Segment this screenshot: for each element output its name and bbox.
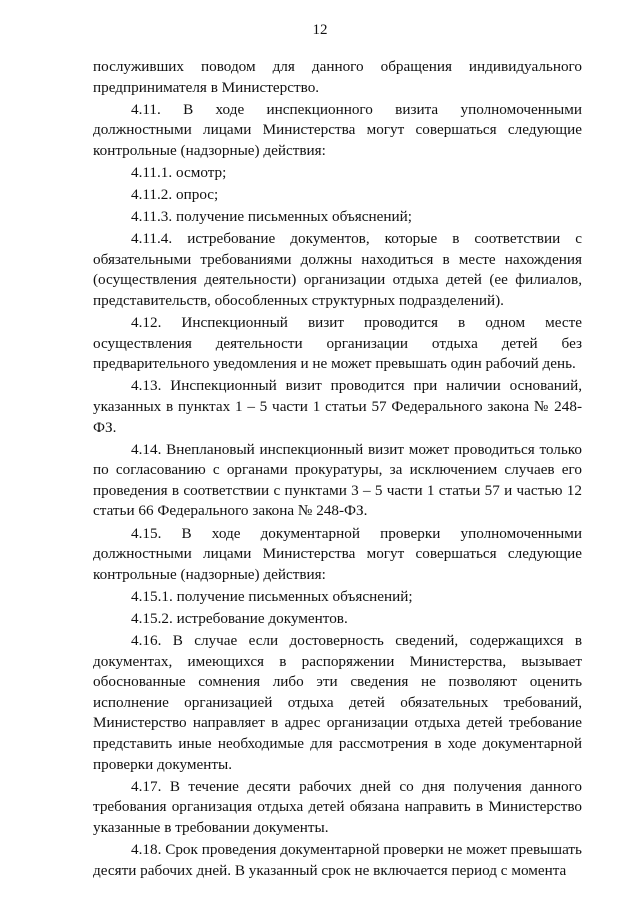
paragraph-4-13: 4.13. Инспекционный визит проводится при наличии оснований, указанных в пунктах 1 – 5 части 1 статьи 57 Федерального закона № 248-ФЗ. — [93, 377, 582, 436]
paragraph-4-11-4: 4.11.4. истребование документов, которые в соответствии с обязательными требованиями должны находиться в месте нахождения (осуществления деятельности) организации отдыха детей (ее филиалов, представительств, обособленных структурных подразделений). — [93, 230, 582, 310]
paragraph-4-11-1: 4.11.1. осмотр; — [131, 163, 227, 181]
paragraph-4-11: 4.11. В ходе инспекционного визита уполномоченными должностными лицами Министерства могут совершаться следующие контрольные (надзорные) действия: — [93, 100, 582, 159]
page-number: 12 — [312, 22, 328, 38]
paragraph-4-11-3: 4.11.3. получение письменных объяснений; — [131, 208, 412, 226]
paragraph-4-17: 4.17. В течение десяти рабочих дней со дня получения данного требования организация отдыха детей обязана направить в Министерство указанные в требовании документы. — [93, 777, 582, 836]
paragraph-4-15-1: 4.15.1. получение письменных объяснений; — [131, 587, 413, 605]
document-body — [93, 57, 582, 883]
paragraph-4-11-2: 4.11.2. опрос; — [131, 186, 219, 204]
paragraph-4-15: 4.15. В ходе документарной проверки уполномоченными должностными лицами Министерства могут совершаться следующие контрольные (надзорные) действия: — [93, 524, 582, 583]
paragraph-4-16: 4.16. В случае если достоверность сведений, содержащихся в документах, имеющихся в распоряжении Министерства, вызывает обоснованные сомнения либо эти сведения не позволяют оценить исполнение организацией отдыха детей обязательных требований, Министерство направляет в адрес организации отдыха детей требование представить иные необходимые для рассмотрения в ходе документарной проверки документы. — [93, 632, 582, 773]
paragraph-4-14: 4.14. Внеплановый инспекционный визит может проводиться только по согласованию с органами прокуратуры, за исключением случаев его проведения в соответствии с пунктами 3 – 5 части 1 статьи 57 и частью 12 статьи 66 Федерального закона № 248-ФЗ. — [93, 440, 582, 520]
paragraph-4-15-2: 4.15.2. истребование документов. — [131, 609, 348, 627]
paragraph-4-12: 4.12. Инспекционный визит проводится в одном месте осуществления деятельности организации отдыха детей без предварительного уведомления и не может превышать один рабочий день. — [93, 314, 582, 373]
paragraph-continuation: послуживших поводом для данного обращения индивидуального предпринимателя в Министерство. — [93, 58, 582, 96]
paragraph-4-18: 4.18. Срок проведения документарной проверки не может превышать десяти рабочих дней. В указанный срок не включается период с момента — [93, 840, 582, 879]
